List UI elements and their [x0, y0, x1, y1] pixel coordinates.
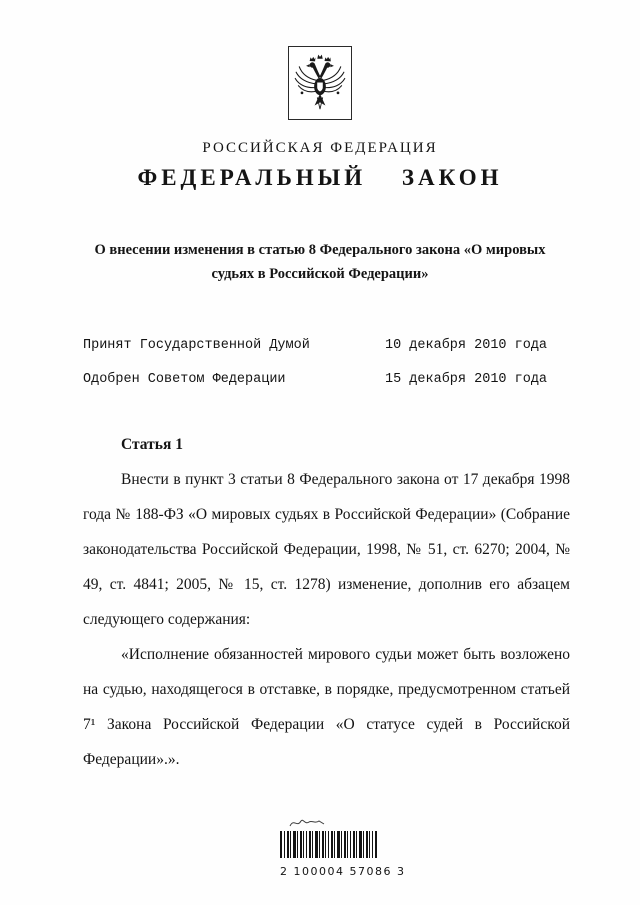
- barcode-block: [280, 816, 406, 878]
- adoption-block: [83, 329, 584, 397]
- double-headed-eagle-icon: [293, 51, 347, 115]
- adoption-row-duma: [83, 329, 584, 363]
- country-name: РОССИЙСКАЯ ФЕДЕРАЦИЯ: [202, 140, 438, 156]
- coat-of-arms-box: [288, 46, 352, 120]
- article-heading: Статья 1: [121, 435, 183, 453]
- adoption-row-council: [83, 363, 584, 397]
- handwritten-mark-icon: [288, 816, 328, 830]
- paragraph-1: Внести в пункт 3 статьи 8 Федерального закона от 17 декабря 1998 года № 188-ФЗ «О мировых судьях в Российской Федерации» (Собрание законодательства Российской Федерации, 1998, № 51, ст. 6270; 2004, № 49, ст. 4841; 2005, № 15, ст. 1278) изменение, дополнив его абзацем следующего содержания:: [83, 470, 570, 628]
- approved-by-council-date: 15 декабря 2010 года: [385, 371, 548, 387]
- barcode-icon: [280, 831, 378, 858]
- paragraph-2: «Исполнение обязанностей мирового судьи может быть возложено на судью, находящегося в отставке, в порядке, предусмотренном статьей 7¹ Закона Российской Федерации «О статусе судей в Российской Федерации».».: [83, 645, 570, 768]
- law-title: О внесении изменения в статью 8 Федерального закона «О мировых судьях в Российской Федерации»: [94, 242, 546, 282]
- document-type-heading: ФЕДЕРАЛЬНЫЙ ЗАКОН: [137, 165, 503, 190]
- barcode-number: 2 100004 57086 3: [280, 865, 406, 878]
- approved-by-council-label: Одобрен Советом Федерации: [83, 371, 286, 387]
- law-body: [83, 427, 570, 777]
- adopted-by-duma-date: 10 декабря 2010 года: [385, 337, 548, 353]
- adopted-by-duma-label: Принят Государственной Думой: [83, 337, 310, 353]
